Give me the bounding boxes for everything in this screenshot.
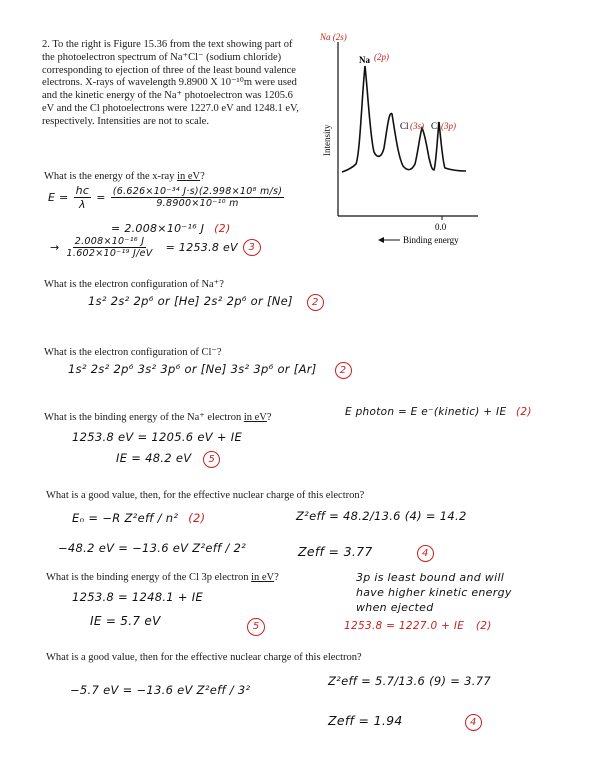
q4-formula-score: (2): [516, 406, 532, 418]
q3-score-circle: 2: [335, 362, 352, 379]
q5-formula: Eₙ = −R Z²eff / n² (2): [72, 511, 206, 525]
q7-score-circle: 4: [465, 714, 482, 731]
q3-answer: 1s² 2s² 2p⁶ 3s² 3p⁶ or [Ne] 3s² 3p⁶ or [Ar] 2: [68, 362, 352, 379]
spectrum-trace: [342, 66, 466, 172]
q1-energy-equation: E = $\frac{hc}{\lambda}$ = $\frac{\text{(6.626×10⁻³⁴ J·s)(2.998×10⁸ m/s)}}{\text{9.8900×10⁻¹⁰ m}}$: [48, 184, 283, 211]
intro-text: To the right is Figure 15.36 from the text showing part of the photoelectron spectrum of Na⁺Cl⁻ (sodium chloride) corresponding to ejection of three of the least bound valence electrons. X-rays of wavelength 9.8900 X 10⁻¹⁰m were used and the kinetic energy of the Na⁺ photoelectron was 1205.6 eV and the Cl photoelectrons were 1227.0 eV and 1248.1 eV, respectively. Intensities are not to scale.: [42, 39, 299, 127]
question-2: What is the electron configuration of Na⁺?: [44, 279, 224, 290]
q5-zeff-calc: Z²eff = 48.2/13.6 (4) = 14.2: [296, 509, 467, 523]
q7-zeff-calc: Z²eff = 5.7/13.6 (9) = 3.77: [328, 674, 491, 688]
note-na-top: Na (2s): [320, 32, 347, 42]
note-cl-3s: (3s): [410, 121, 424, 131]
peak-label-cl-2: Cl: [431, 121, 440, 131]
q2-score-circle: 2: [307, 294, 324, 311]
question-6: What is the binding energy of the Cl 3p electron in eV?: [46, 572, 279, 583]
peak-label-na: Na: [359, 55, 370, 65]
q4-score-circle: 5: [203, 451, 220, 468]
q5-zeff-result: Zeff = 3.77 4: [298, 544, 434, 562]
q1-score-circle: 3: [243, 239, 261, 256]
xtick-label: 0.0: [435, 222, 447, 232]
question-3: What is the electron configuration of Cl⁻?: [44, 347, 222, 358]
q5-line-1: −48.2 eV = −13.6 eV Z²eff / 2²: [58, 541, 247, 555]
question-5: What is a good value, then, for the effective nuclear charge of this electron?: [46, 490, 365, 501]
q6-line-2: IE = 5.7 eV: [90, 614, 161, 628]
q1-score-a: (2): [214, 222, 231, 235]
figure-xlabel: Binding energy: [403, 235, 459, 245]
q7-zeff-result: Zeff = 1.94 4: [328, 713, 482, 731]
q1-calc-fraction: $\frac{\text{(6.626×10⁻³⁴ J·s)(2.998×10⁸ m/s)}}{\text{9.8900×10⁻¹⁰ m}}$: [112, 186, 283, 209]
arrow-head: [378, 237, 384, 243]
question-4: What is the binding energy of the Na⁺ electron in eV?: [44, 412, 272, 423]
q6-alt: 1253.8 = 1227.0 + IE (2): [344, 620, 492, 632]
problem-number: 2.: [42, 39, 50, 50]
q4-line-2: IE = 48.2 eV 5: [116, 451, 220, 468]
note-na-peak: (2p): [374, 52, 389, 62]
q1-conversion: → $\frac{\text{2.008×10⁻¹⁶ J}}{\text{1.602×10⁻¹⁹ J/eV}}$ = 1253.8 eV 3: [50, 236, 261, 259]
q6-line-1: 1253.8 = 1248.1 + IE: [72, 590, 204, 604]
note-cl-3p: (3p): [441, 121, 456, 131]
q7-line-1: −5.7 eV = −13.6 eV Z²eff / 3²: [70, 683, 251, 697]
q2-answer: 1s² 2s² 2p⁶ or [He] 2s² 2p⁶ or [Ne] 2: [88, 294, 324, 311]
hc-over-lambda: $\frac{hc}{\lambda}$: [75, 184, 90, 211]
figure-ylabel: Intensity: [322, 124, 332, 156]
q6-score-circle: 5: [247, 618, 265, 636]
question-1: What is the energy of the x-ray in eV?: [44, 171, 205, 182]
q1-result-joules: = 2.008×10⁻¹⁶ J (2): [111, 222, 231, 235]
q6-alt-score: (2): [475, 620, 492, 632]
q4-line-1: 1253.8 eV = 1205.6 eV + IE: [72, 430, 243, 444]
q1-conversion-fraction: $\frac{\text{2.008×10⁻¹⁶ J}}{\text{1.602×10⁻¹⁹ J/eV}}$: [66, 236, 153, 259]
q4-formula: E photon = E e⁻(kinetic) + IE (2): [345, 406, 532, 418]
spectrum-figure: [308, 24, 528, 254]
q5-score-circle: 4: [417, 545, 434, 562]
intro-paragraph: [42, 39, 304, 129]
peak-label-cl-1: Cl: [400, 121, 409, 131]
q6-note: 3p is least bound and will have higher kinetic energy when ejected: [356, 571, 512, 614]
q5-formula-score: (2): [188, 511, 206, 525]
question-7: What is a good value, then for the effective nuclear charge of this electron?: [46, 652, 362, 663]
